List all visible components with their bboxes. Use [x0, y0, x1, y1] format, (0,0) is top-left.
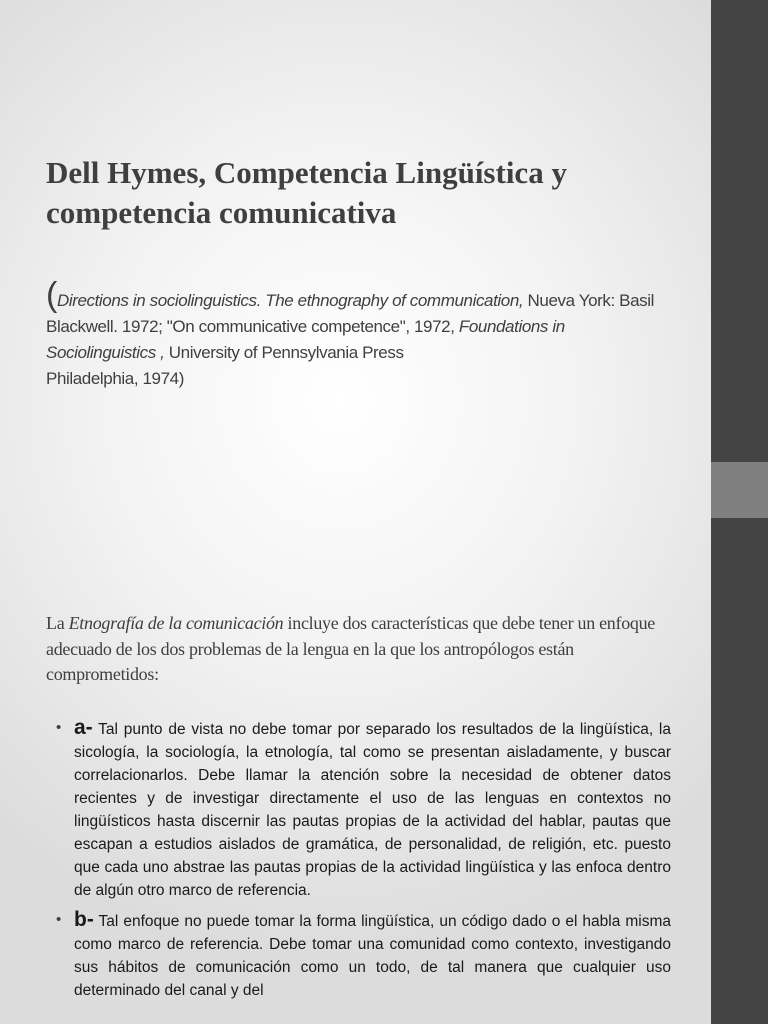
item-text: Tal enfoque no puede tomar la forma lingüística, un código dado o el habla misma como marco de referencia. Debe tomar una comunidad como contexto, investigando sus hábitos de comunicación como un todo, de tal manera que cualquier uso determinado del canal y del [74, 913, 671, 999]
item-marker: a- [74, 716, 93, 739]
list-item [56, 716, 671, 902]
title-line2: competencia comunicativa [46, 195, 397, 230]
citation-italic-title-2: Foundations in Sociolinguistics , [46, 317, 565, 362]
intro-rest: incluye dos características que debe tener un enfoque adecuado de los dos problemas de la lengua en la que los antropólogos están comprometidos: [46, 613, 655, 684]
intro-lead: La [46, 613, 69, 633]
intro-paragraph [46, 611, 671, 688]
intro-italic: Etnografía de la comunicación [68, 613, 284, 633]
characteristics-list [56, 716, 671, 1008]
list-item [56, 908, 671, 1002]
citation-press: University of Pennsylvania Press [164, 343, 404, 362]
title-author: Dell Hymes [46, 155, 199, 190]
citation-publisher: Nueva York: Basil Blackwell. 1972; "On communicative competence", 1972, [46, 291, 655, 336]
citation-place-year: Philadelphia, 1974) [46, 369, 184, 388]
item-marker: b- [74, 908, 94, 931]
sidebar-tab [711, 462, 768, 518]
slide-title [46, 153, 686, 233]
item-text: Tal punto de vista no debe tomar por separado los resultados de la lingüística, la sicología, la sociología, la etnología, tal como se presentan aisladamente, y buscar correlacionarlos. Debe llamar la atención sobre la necesidad de obtener datos recientes y de investigar directamente el uso de las lenguas en contextos no lingüísticos hasta discernir las pautas propias de la actividad del hablar, pautas que escapan a estudios aislados de gramática, de personalidad, de religión, etc. puesto que cada uno abstrae las pautas propias de la actividad lingüística y las enfoca dentro de algún otro marco de referencia. [74, 721, 671, 899]
citation-open-paren: ( [46, 276, 57, 314]
bullet-icon: • [56, 719, 62, 736]
citation [46, 276, 676, 392]
citation-italic-title: Directions in sociolinguistics. The ethnography of communication, [56, 291, 524, 310]
title-line1-rest: , Competencia Lingüística y [198, 155, 567, 190]
bullet-icon: • [56, 911, 62, 928]
